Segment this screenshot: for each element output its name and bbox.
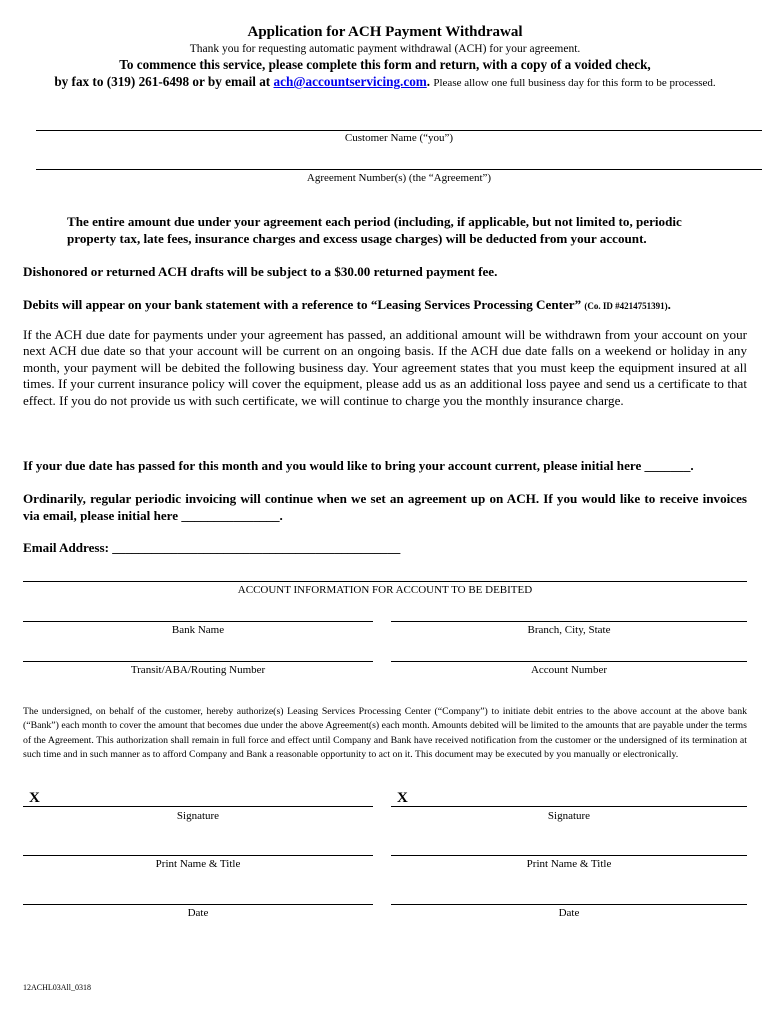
signature-label-right: Signature [547,810,591,822]
entire-amount-text: The entire amount due under your agreement each period (including, if applicable, but not limited to, periodic property tax, late fees, insurance charges and excess usage charges) will be deducted from your account. [67,214,682,246]
account-info-heading: ACCOUNT INFORMATION FOR ACCOUNT TO BE DEBITED [237,584,533,596]
authorization-paragraph: The undersigned, on behalf of the customer, hereby authorize(s) Leasing Services Processing Center (“Company”) to initiate debit entries to the above account at the above bank (“Bank”) each month to cover the amount that becomes due under the above Agreement(s) each month. Amounts debited will be limited to the amounts that are payable under the terms of the Agreement. This authorization shall remain in full force and effect until Company and Bank have received notification from the customer or the undersigned of its termination at such time and in such manner as to afford Company and Bank a reasonable opportunity to act on it. This document may be executed by you manually or electronically. [23,706,747,761]
ach-due-date-paragraph: If the ACH due date for payments under your agreement has passed, an additional amount will be withdrawn from your account on your next ACH due date so that your account will be current on an ongoing basis. If the ACH due date falls on a weekend or holiday in any month, your payment will be debited the following business day. Your agreement states that you must keep the equipment insured at all times. If your current insurance policy will cover the equipment, please add us as an additional loss payee and send us a certificate to that effect. If you do not provide us with such certificate, we will continue to charge you the monthly insurance charge. [23,327,747,408]
account-info-divider [23,581,747,582]
fax-prefix: by fax to (319) 261-6498 or by email at [54,74,274,89]
form-code: 12ACHL03All_0318 [23,983,91,992]
branch-label: Branch, City, State [527,624,611,636]
print-name-field-left[interactable] [23,855,373,856]
page-title: Application for ACH Payment Withdrawal [247,24,523,40]
signature-field-left[interactable] [23,806,373,807]
account-number-field[interactable] [391,661,747,662]
customer-name-field[interactable] [36,130,762,131]
signature-field-right[interactable] [391,806,747,807]
thanks-text: Thank you for requesting automatic payment withdrawal (ACH) for your agreement. [189,43,581,55]
company-id: (Co. ID #4214751391) [584,301,668,311]
bank-name-label: Bank Name [171,624,225,636]
date-field-left[interactable] [23,904,373,905]
date-field-right[interactable] [391,904,747,905]
debits-suffix: . [667,297,671,312]
date-label-left: Date [187,907,209,919]
processing-note: Please allow one full business day for this form to be processed. [433,77,716,89]
bank-name-field[interactable] [23,621,373,622]
debits-reference-text [23,296,763,315]
fax-suffix: . [426,74,434,89]
date-label-right: Date [558,907,580,919]
dishonored-fee-text: Dishonored or returned ACH drafts will be subject to a $30.00 returned payment fee. [23,264,498,279]
email-address-field[interactable]: Email Address: ____________________________________________ [23,540,401,555]
agreement-number-label: Agreement Number(s) (the “Agreement”) [306,172,492,184]
print-name-label-left: Print Name & Title [155,858,241,870]
email-invoicing-initial[interactable]: Ordinarily, regular periodic invoicing will continue when we set an agreement up on ACH. If you would like to receive invoices via email, please initial here _______________. [23,491,747,523]
commence-text: To commence this service, please complete this form and return, with a copy of a voided check, [119,57,651,72]
customer-name-label: Customer Name (“you”) [344,132,454,144]
signature-x-mark-right: X [397,790,408,806]
debits-prefix: Debits will appear on your bank statement with a reference to “Leasing Services Processing Center” [23,297,582,312]
branch-field[interactable] [391,621,747,622]
email-link[interactable]: ach@accountservicing.com [273,74,427,89]
signature-x-mark-left: X [29,790,40,806]
fax-line [0,74,770,90]
due-date-passed-initial[interactable]: If your due date has passed for this month and you would like to bring your account current, please initial here _______. [23,458,694,473]
signature-label-left: Signature [176,810,220,822]
routing-number-label: Transit/ABA/Routing Number [130,664,266,676]
routing-number-field[interactable] [23,661,373,662]
print-name-label-right: Print Name & Title [526,858,612,870]
agreement-number-field[interactable] [36,169,762,170]
print-name-field-right[interactable] [391,855,747,856]
account-number-label: Account Number [530,664,608,676]
